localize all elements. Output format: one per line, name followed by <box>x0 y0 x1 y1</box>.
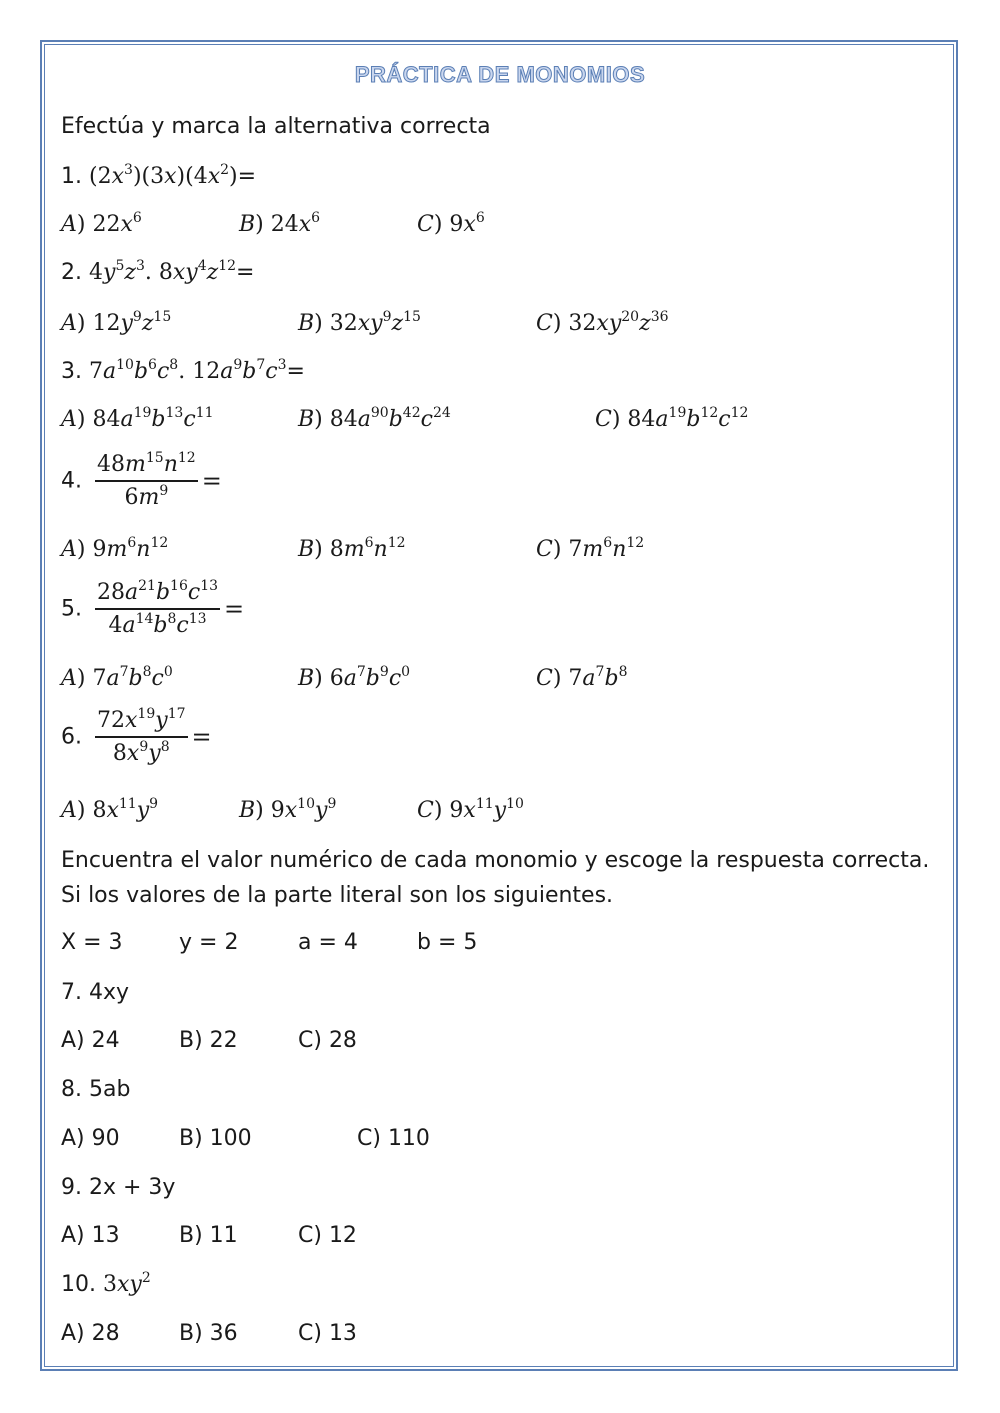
question-number: 7. <box>61 980 82 1005</box>
question-expression: $\frac{72x^{19}y^{17}}{8x^9y^8}$ <box>97 706 186 766</box>
question-number: 8. <box>61 1077 82 1102</box>
page-title: PRÁCTICA DE MONOMIOS <box>354 62 646 87</box>
question-4: 4. $\frac{48m^{15}n^{12}}{6m^9}$ = <box>61 450 222 510</box>
option-b[interactable]: B) $24x^6$ <box>239 210 321 237</box>
question-8 <box>61 1075 130 1105</box>
option-b[interactable]: B) $84a^{90}b^{42}c^{24}$ <box>298 405 451 432</box>
question-5: 5. $\frac{28a^{21}b^{16}c^{13}}{4a^{14}b^8c^{13}}$ = <box>61 578 245 638</box>
option-a[interactable]: A) $7a^7b^8c^0$ <box>61 664 173 691</box>
option-b[interactable]: B) $32xy^9z^{15}$ <box>298 309 421 336</box>
question-number: 5. <box>61 596 82 622</box>
question-3: 3. $7a^{10}b^6c^8$. $12a^9b^7c^3=$ <box>61 357 305 384</box>
question-number: 4. <box>61 468 82 494</box>
question-2: 2. $4y^5z^3$. $8xy^4z^{12}=$ <box>61 258 255 285</box>
option-c[interactable]: C) $9x^{11}y^{10}$ <box>417 796 524 823</box>
option-b[interactable]: B) $9x^{10}y^9$ <box>239 796 337 823</box>
question-9 <box>61 1173 175 1203</box>
question-number: 2. <box>61 260 82 285</box>
option-a[interactable]: A) $8x^{11}y^9$ <box>61 796 159 823</box>
option-c[interactable]: C) 12 <box>298 1223 357 1248</box>
option-b[interactable]: B) $6a^7b^9c^0$ <box>298 664 411 691</box>
question-expression: 2x + 3y <box>89 1175 176 1200</box>
question-6: 6. $\frac{72x^{19}y^{17}}{8x^9y^8}$ = <box>61 706 212 766</box>
value-a: a = 4 <box>298 930 358 955</box>
question-expression: 4xy <box>89 980 130 1005</box>
option-a[interactable]: A) 28 <box>61 1321 120 1346</box>
question-expression: $7a^{10}b^6c^8$. $12a^9b^7c^3$ <box>89 357 287 384</box>
option-b[interactable]: B) 100 <box>179 1126 252 1151</box>
question-7 <box>61 978 129 1008</box>
instruction-2: Encuentra el valor numérico de cada monomio y escoge la respuesta correcta. Si los valores de la parte literal son los siguientes. <box>61 848 930 908</box>
option-a[interactable]: A) 90 <box>61 1126 120 1151</box>
option-c[interactable]: C) $7a^7b^8$ <box>536 664 628 691</box>
question-expression: $\frac{48m^{15}n^{12}}{6m^9}$ <box>97 450 196 510</box>
option-c[interactable]: C) 28 <box>298 1028 357 1053</box>
option-b[interactable]: B) 22 <box>179 1028 238 1053</box>
question-expression: 5ab <box>89 1077 131 1102</box>
option-c[interactable]: C) $9x^6$ <box>417 210 485 237</box>
option-c[interactable]: C) $32xy^{20}z^{36}$ <box>536 309 669 336</box>
question-number: 3. <box>61 359 82 384</box>
instruction-1: Efectúa y marca la alternativa correcta <box>61 114 491 139</box>
question-1: 1. $(2x^3)(3x)(4x^2)=$ <box>61 162 257 189</box>
option-b[interactable]: B) 36 <box>179 1321 238 1346</box>
option-c[interactable]: C) 110 <box>357 1126 430 1151</box>
value-b: b = 5 <box>417 930 478 955</box>
option-c[interactable]: C) $7m^6n^{12}$ <box>536 535 645 562</box>
question-number: 6. <box>61 724 82 750</box>
question-expression: $(2x^3)(3x)(4x^2)$ <box>89 162 238 189</box>
option-b[interactable]: B) $8m^6n^{12}$ <box>298 535 406 562</box>
option-c[interactable]: C) 13 <box>298 1321 357 1346</box>
option-b[interactable]: B) 11 <box>179 1223 238 1248</box>
option-a[interactable]: A) 24 <box>61 1028 120 1053</box>
option-a[interactable]: A) $84a^{19}b^{13}c^{11}$ <box>61 405 214 432</box>
question-expression: $4y^5z^3$. $8xy^4z^{12}$ <box>89 258 237 285</box>
option-c[interactable]: C) $84a^{19}b^{12}c^{12}$ <box>595 405 749 432</box>
option-a[interactable]: A) $12y^9z^{15}$ <box>61 309 172 336</box>
question-10 <box>61 1270 151 1300</box>
question-number: 10. <box>61 1272 96 1297</box>
question-number: 1. <box>61 164 82 189</box>
value-x: X = 3 <box>61 930 123 955</box>
question-number: 9. <box>61 1175 82 1200</box>
value-y: y = 2 <box>179 930 239 955</box>
question-expression: $3xy^2$ <box>103 1270 151 1297</box>
option-a[interactable]: A) $22x^6$ <box>61 210 142 237</box>
question-expression: $\frac{28a^{21}b^{16}c^{13}}{4a^{14}b^8c^{13}}$ <box>97 578 219 638</box>
option-a[interactable]: A) $9m^6n^{12}$ <box>61 535 169 562</box>
option-a[interactable]: A) 13 <box>61 1223 120 1248</box>
